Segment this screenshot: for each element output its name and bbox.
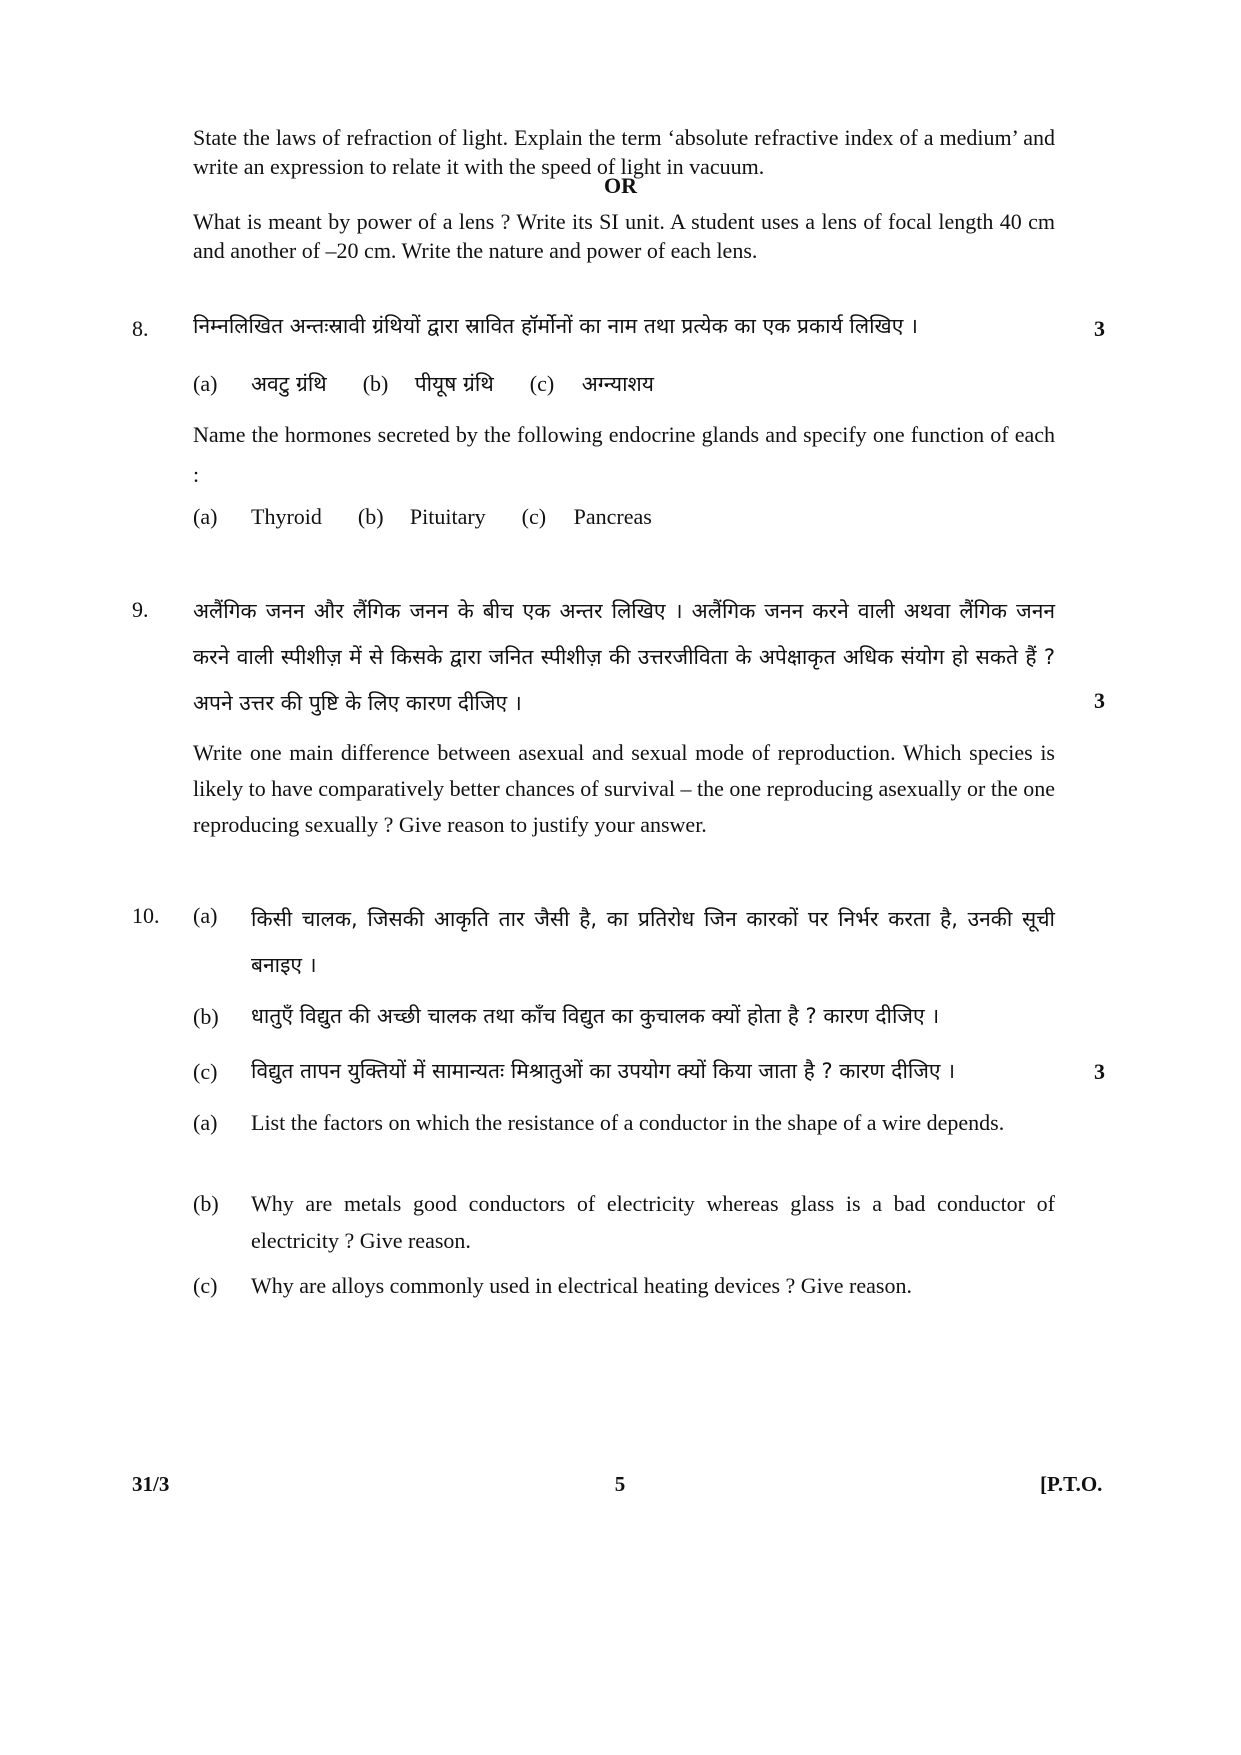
part-text: किसी चालक, जिसकी आकृति तार जैसी है, का प्रतिरोध जिन कारकों पर निर्भर करता है, उनकी सूची बनाइए । (251, 907, 1055, 977)
q8-english-text: Name the hormones secreted by the following endocrine glands and specify one function of each : (193, 422, 1055, 487)
part-text: List the factors on which the resistance of a conductor in the shape of a wire depends. (251, 1110, 1005, 1135)
part-text: धातुएँ विद्युत की अच्छी चालक तथा काँच विद्युत का कुचालक क्यों होता है ? कारण दीजिए । (251, 1004, 940, 1028)
q8-hindi-options (193, 370, 690, 398)
part-label: (a) (193, 1110, 218, 1135)
pto-label: [P.T.O. (1040, 1472, 1103, 1496)
q8-hindi-text: निम्नलिखित अन्तःस्रावी ग्रंथियों द्वारा स्रावित हॉर्मोनों का नाम तथा प्रत्येक का एक प्रकार्य लिखिए । (193, 314, 918, 338)
option-pituitary: Pituitary (409, 504, 486, 529)
option-label: (c) (521, 504, 547, 529)
q8-english-options (193, 504, 688, 530)
q10-hindi-part-c (193, 1056, 1055, 1096)
option-label: (c) (529, 371, 555, 396)
q8-marks: 3 (1094, 316, 1105, 341)
q10-english-part-b (193, 1185, 1055, 1265)
page-number: 5 (614, 1472, 626, 1496)
question-number-10: 10. (132, 903, 160, 928)
part-text: विद्युत तापन युक्तियों में सामान्यतः मिश्रातुओं का उपयोग क्यों किया जाता है ? कारण दीजिए । (251, 1059, 956, 1083)
part-text: Why are metals good conductors of electricity whereas glass is a bad conductor of electricity ? Give reason. (251, 1191, 1055, 1253)
option-pituitary-hindi: पीयूष ग्रंथि (414, 372, 494, 396)
option-label: (a) (193, 504, 218, 529)
question-number-8: 8. (132, 316, 149, 341)
q10-english-part-c (193, 1267, 1055, 1307)
q10-marks: 3 (1094, 1059, 1105, 1084)
q9-marks: 3 (1094, 688, 1105, 713)
q9-hindi-text: अलैंगिक जनन और लैंगिक जनन के बीच एक अन्तर लिखिए । अलैंगिक जनन करने वाली अथवा लैंगिक जनन करने वाली स्पीशीज़ में से किसके द्वारा जनित स्पीशीज़ की उत्तरजीविता के अपेक्षाकृत अधिक संयोग हो सकते हैं ? अपने उत्तर की पुष्टि के लिए कारण दीजिए । (193, 599, 1055, 715)
option-thyroid-hindi: अवटु ग्रंथि (251, 372, 327, 396)
part-label: (c) (193, 1273, 218, 1298)
option-label: (a) (193, 371, 218, 396)
part-label: (c) (193, 1059, 218, 1084)
part-text: Why are alloys commonly used in electrical heating devices ? Give reason. (251, 1273, 912, 1298)
option-pancreas-hindi: अग्न्याशय (581, 372, 654, 396)
q9-english-text: Write one main difference between asexual and sexual mode of reproduction. Which species is likely to have comparatively better chances of survival – the one reproducing asexually or the one reproducing sexually ? Give reason to justify your answer. (193, 740, 1055, 837)
or-separator: OR (604, 173, 637, 198)
option-label: (b) (362, 371, 389, 396)
q10-hindi-part-b (193, 1001, 1055, 1041)
part-label: (a) (193, 903, 218, 928)
q10-hindi-part-a (193, 896, 1055, 986)
option-thyroid: Thyroid (251, 504, 322, 529)
part-label: (b) (193, 1004, 219, 1029)
part-label: (b) (193, 1191, 219, 1216)
option-pancreas: Pancreas (573, 504, 652, 529)
lens-power-question-text: What is meant by power of a lens ? Write its SI unit. A student uses a lens of focal length 40 cm and another of –20 cm. Write the nature and power of each lens. (193, 209, 1055, 263)
q10-english-part-a (193, 1104, 1055, 1184)
paper-code: 31/3 (132, 1472, 170, 1496)
question-number-9: 9. (132, 597, 149, 622)
refraction-question-text: State the laws of refraction of light. Explain the term ‘absolute refractive index of a medium’ and write an expression to relate it with the speed of light in vacuum. (193, 125, 1055, 179)
option-label: (b) (357, 504, 384, 529)
